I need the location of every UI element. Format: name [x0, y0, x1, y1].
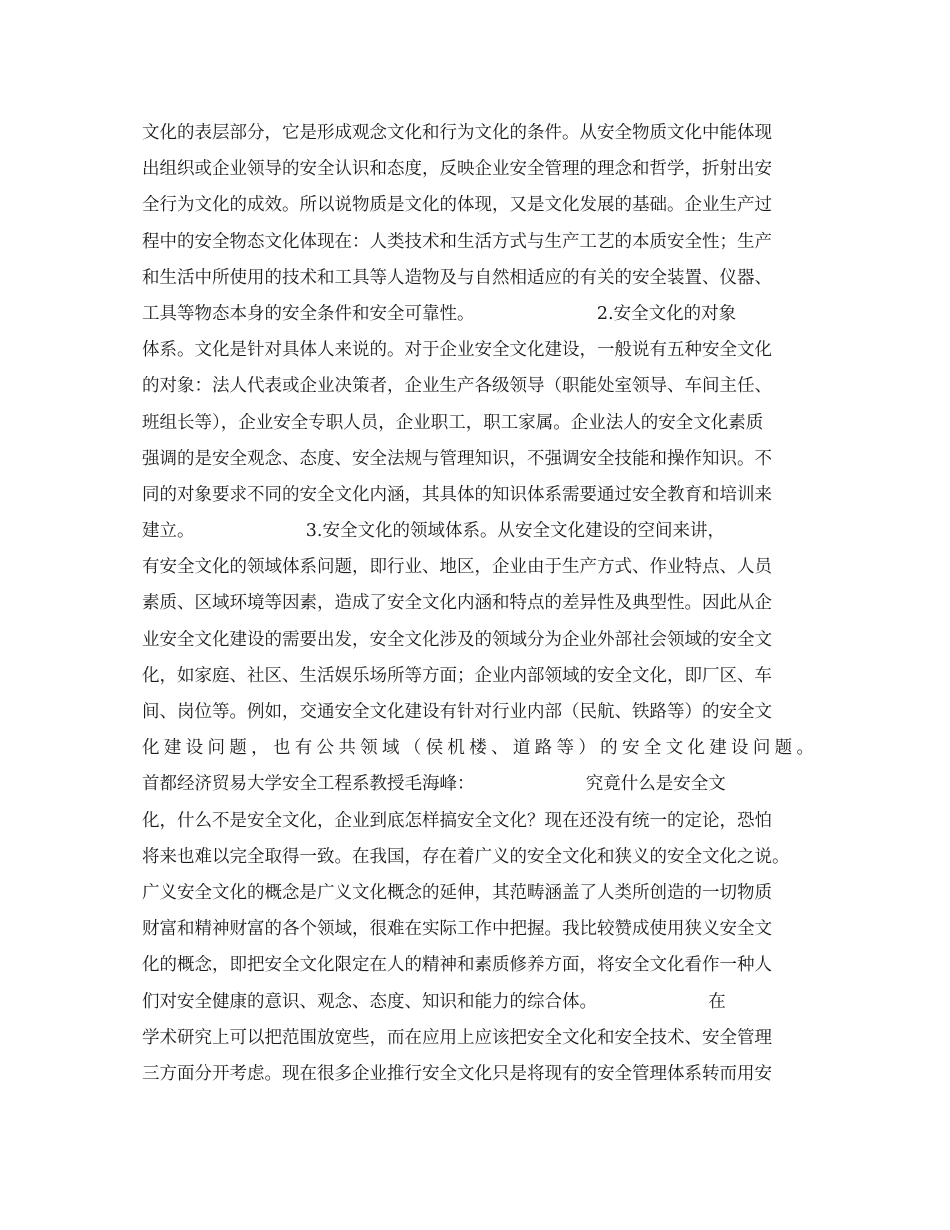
text-line: 出组织或企业领导的安全认识和态度，反映企业安全管理的理念和哲学，折射出安	[142, 159, 772, 180]
text-line: 体系。文化是针对具体人来说的。对于企业安全文化建设，一般说有五种安全文化	[142, 340, 772, 361]
text-line: 学术研究上可以把范围放宽些，而在应用上应该把安全文化和安全技术、安全管理	[142, 1027, 772, 1048]
text-line: 文化的表层部分，它是形成观念文化和行为文化的条件。从安全物质文化中能体现	[142, 123, 772, 143]
text-line: 们对安全健康的意识、观念、态度、知识和能力的综合体。 在	[142, 991, 726, 1012]
text-line: 和生活中所使用的技术和工具等人造物及与自然相适应的有关的安全装置、仪器、	[142, 267, 772, 288]
text-line: 素质、区域环境等因素，造成了安全文化内涵和特点的差异性及典型性。因此从企	[142, 593, 772, 614]
text-line: 程中的安全物态文化体现在：人类技术和生活方式与生产工艺的本质安全性；生产	[142, 231, 772, 252]
text-line: 财富和精神财富的各个领域，很难在实际工作中把握。我比较赞成使用狭义安全文	[142, 919, 772, 940]
text-line: 化，如家庭、社区、生活娱乐场所等方面；企业内部领域的安全文化，即厂区、车	[142, 665, 772, 686]
text-line: 建立。 3.安全文化的领域体系。从安全文化建设的空间来讲，	[142, 521, 725, 542]
text-line: 化建设问题，也有公共领域（侯机楼、道路等）的安全文化建设问题。	[142, 738, 814, 759]
text-line: 同的对象要求不同的安全文化内涵，其具体的知识体系需要通过安全教育和培训来	[142, 484, 772, 505]
text-line: 广义安全文化的概念是广义文化概念的延伸，其范畴涵盖了人类所创造的一切物质	[142, 882, 772, 903]
text-line: 将来也难以完全取得一致。在我国，存在着广义的安全文化和狭义的安全文化之说。	[142, 846, 790, 867]
text-line: 首都经济贸易大学安全工程系教授毛海峰： 究竟什么是安全文	[142, 774, 726, 795]
text-line: 有安全文化的领域体系问题，即行业、地区，企业由于生产方式、作业特点、人员	[142, 557, 772, 578]
text-line: 三方面分开考虑。现在很多企业推行安全文化只是将现有的安全管理体系转而用安	[142, 1063, 772, 1084]
text-line: 业安全文化建设的需要出发，安全文化涉及的领域分为企业外部社会领域的安全文	[142, 629, 772, 650]
text-line: 班组长等），企业安全专职人员，企业职工，职工家属。企业法人的安全文化素质	[142, 412, 764, 433]
text-line: 工具等物态本身的安全条件和安全可靠性。 2.安全文化的对象	[142, 303, 737, 324]
text-line: 强调的是安全观念、态度、安全法规与管理知识，不强调安全技能和操作知识。不	[142, 448, 772, 469]
body-text	[142, 115, 814, 1092]
text-line: 的对象：法人代表或企业决策者，企业生产各级领导（职能处室领导、车间主任、	[142, 376, 772, 397]
text-line: 化的概念，即把安全文化限定在人的精神和素质修养方面，将安全文化看作一种人	[142, 955, 772, 976]
text-line: 全行为文化的成效。所以说物质是文化的体现，又是文化发展的基础。企业生产过	[142, 195, 772, 216]
text-line: 化，什么不是安全文化，企业到底怎样搞安全文化？现在还没有统一的定论，恐怕	[142, 810, 772, 831]
text-line: 间、岗位等。例如，交通安全文化建设有针对行业内部（民航、铁路等）的安全文	[142, 702, 772, 722]
